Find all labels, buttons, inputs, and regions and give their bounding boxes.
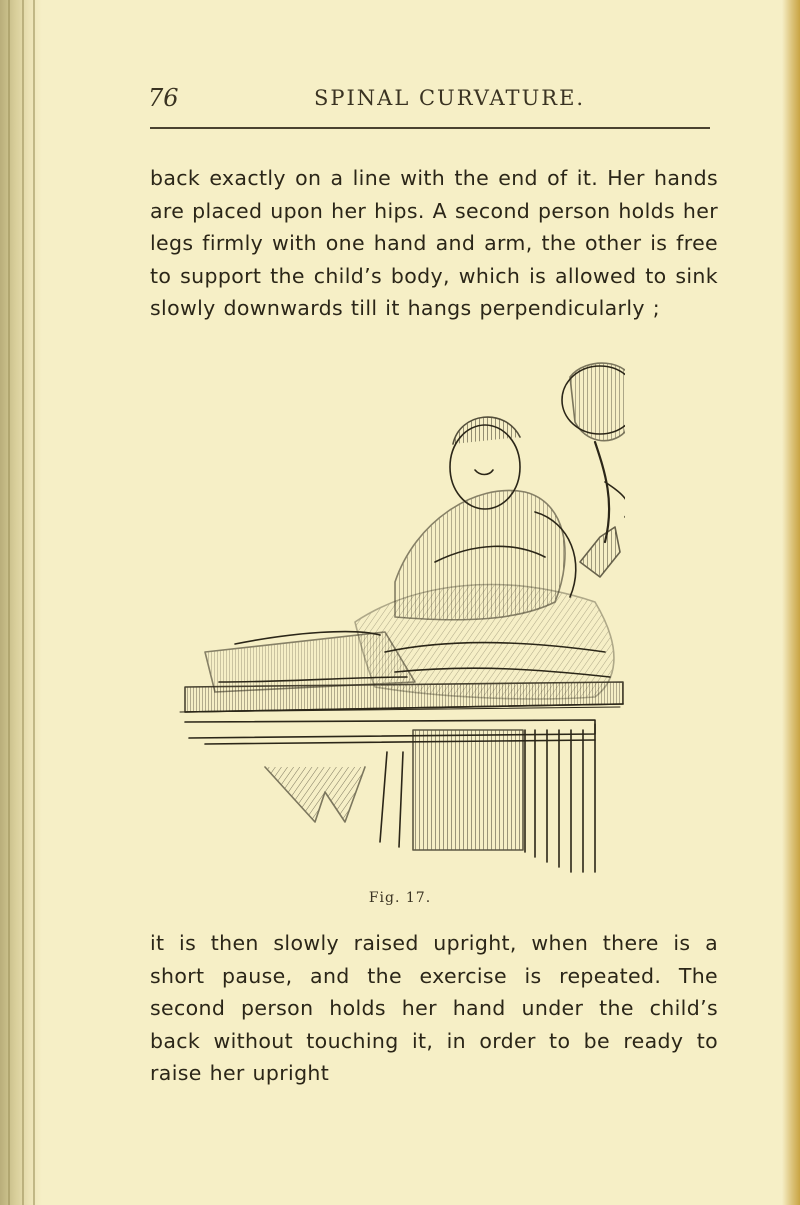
- binding-line: [22, 0, 24, 1205]
- header-rule: [150, 127, 710, 129]
- figure-caption: Fig. 17.: [368, 890, 432, 906]
- body-paragraph-2: it is then slowly raised upright, when there is a short pause, and the exercise is repeated. The second person holds her hand under the child’s back without touching it, in order to be ready to raise her upright: [150, 931, 718, 1085]
- binding-shadow: [0, 0, 42, 1205]
- figure-illustration: [175, 352, 625, 880]
- engraving-girl-on-table: [175, 352, 625, 880]
- binding-line: [8, 0, 10, 1205]
- binding-line: [33, 0, 35, 1205]
- running-title: SPINAL CURVATURE.: [314, 86, 586, 110]
- running-head: [148, 84, 708, 118]
- page-number: 76: [148, 84, 179, 112]
- gilt-page-edge: [782, 0, 800, 1205]
- body-paragraph-1: back exactly on a line with the end of it. Her hands are placed upon her hips. A second person holds her legs firmly with one hand and arm, the other is free to support the child’s body, which is allowed to sink slowly downwards till it hangs perpendicularly ;: [150, 166, 718, 320]
